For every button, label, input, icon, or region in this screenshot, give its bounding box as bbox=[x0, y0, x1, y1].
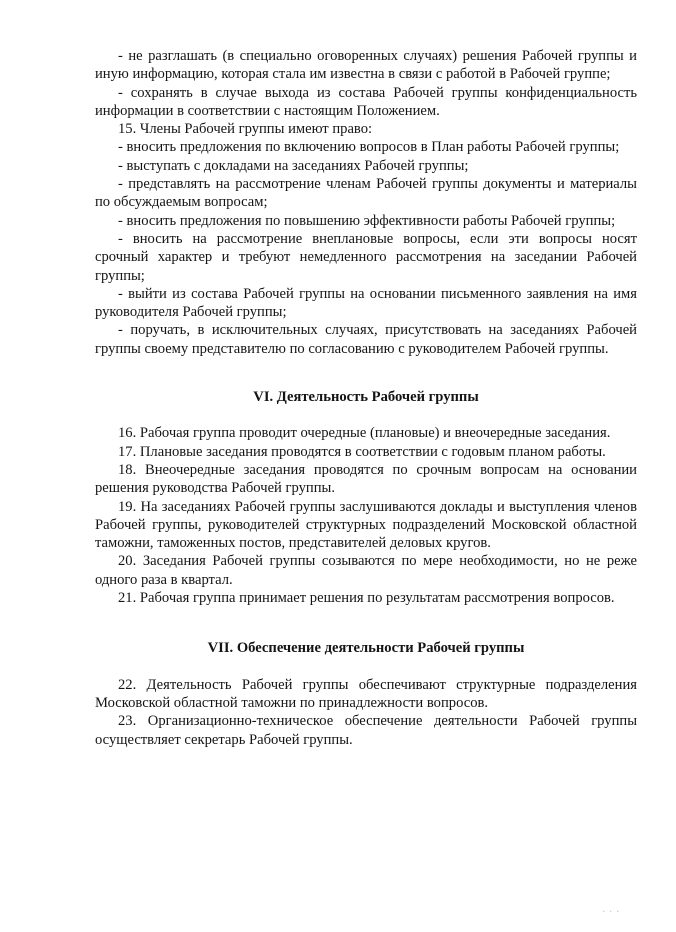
paragraph-19: 19. На заседаниях Рабочей группы заслушиваются доклады и выступления членов Рабочей группы, руководителей структурных подразделений Московской областной таможни, таможенных постов, представителей деловых кругов. bbox=[95, 498, 637, 552]
paragraph-right-proposals-plan: - вносить предложения по включению вопросов в План работы Рабочей группы; bbox=[118, 139, 620, 156]
paragraph-right-delegate: - поручать, в исключительных случаях, присутствовать на заседаниях Рабочей группы своему представителю по согласованию с руководителем Рабочей группы. bbox=[95, 322, 637, 357]
paragraph-nondisclosure: - не разглашать (в специально оговоренных случаях) решения Рабочей группы и иную информацию, которая стала им известна в связи с работой в Рабочей группе; bbox=[95, 48, 637, 83]
paragraph-right-documents: - представлять на рассмотрение членам Рабочей группы документы и материалы по обсуждаемым вопросам; bbox=[95, 176, 637, 211]
paragraph-22: 22. Деятельность Рабочей группы обеспечивают структурные подразделения Московской областной таможни по принадлежности вопросов. bbox=[95, 676, 637, 711]
section-heading-6: VI. Деятельность Рабочей группы bbox=[253, 389, 479, 406]
paragraph-confidentiality: - сохранять в случае выхода из состава Рабочей группы конфиденциальность информации в соответствии с настоящим Положением. bbox=[95, 84, 637, 119]
paragraph-right-unplanned: - вносить на рассмотрение внеплановые вопросы, если эти вопросы носят срочный характер и требуют немедленного рассмотрения на заседании Рабочей группы; bbox=[95, 230, 637, 284]
paragraph-16: 16. Рабочая группа проводит очередные (плановые) и внеочередные заседания. bbox=[118, 425, 611, 442]
document-page bbox=[95, 47, 637, 749]
section-heading-7: VII. Обеспечение деятельности Рабочей группы bbox=[207, 640, 525, 657]
paragraph-17: 17. Плановые заседания проводятся в соответствии с годовым планом работы. bbox=[118, 443, 606, 460]
paragraph-right-efficiency: - вносить предложения по повышению эффективности работы Рабочей группы; bbox=[118, 212, 616, 229]
paragraph-23: 23. Организационно-техническое обеспечение деятельности Рабочей группы осуществляет секретарь Рабочей группы. bbox=[95, 713, 637, 748]
paragraph-15: 15. Члены Рабочей группы имеют право: bbox=[118, 121, 373, 138]
paragraph-20: 20. Заседания Рабочей группы созываются по мере необходимости, но не реже одного раза в квартал. bbox=[95, 553, 637, 588]
paragraph-21: 21. Рабочая группа принимает решения по результатам рассмотрения вопросов. bbox=[118, 590, 615, 607]
paragraph-18: 18. Внеочередные заседания проводятся по срочным вопросам на основании решения руководства Рабочей группы. bbox=[95, 461, 637, 497]
scan-noise: · · · bbox=[602, 905, 620, 918]
paragraph-right-leave: - выйти из состава Рабочей группы на основании письменного заявления на имя руководителя Рабочей группы; bbox=[95, 285, 637, 321]
paragraph-right-reports: - выступать с докладами на заседаниях Рабочей группы; bbox=[118, 157, 469, 174]
